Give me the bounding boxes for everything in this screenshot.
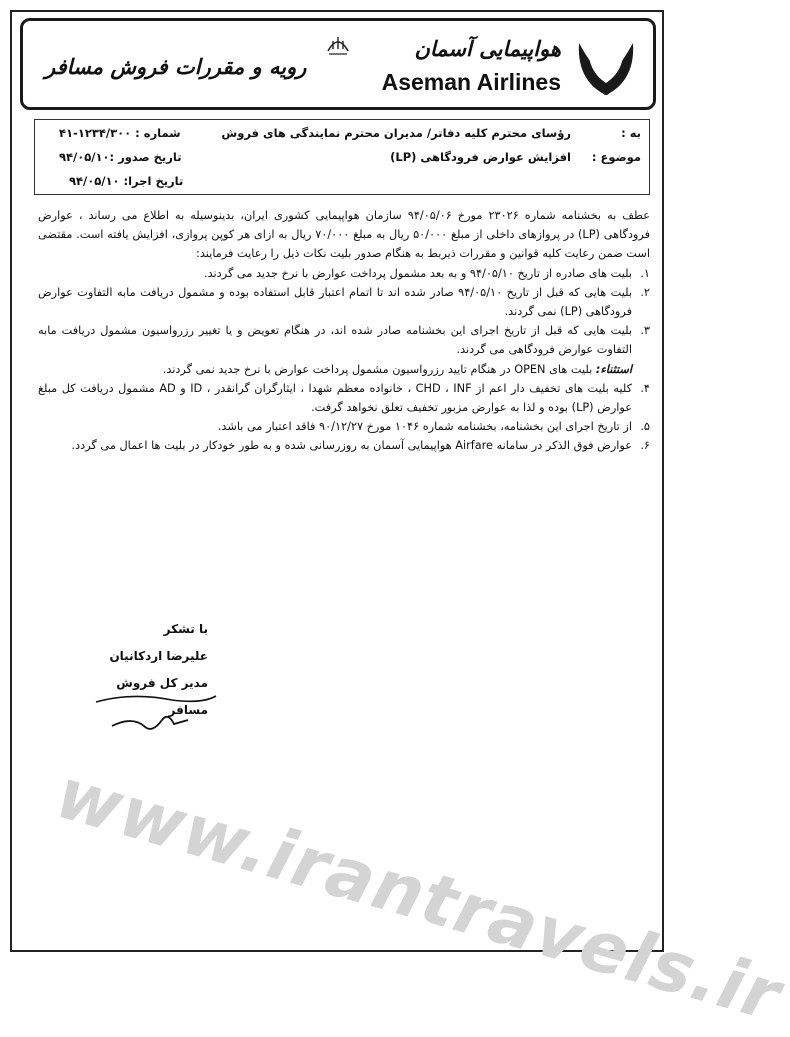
airline-logo xyxy=(381,33,641,103)
letter-body xyxy=(38,206,650,456)
item-text: عوارض فوق الذکر در سامانه Airfare هواپیمایی آسمان به روزرسانی شده و به طور خودکار در بلیت ها اعمال می گردد. xyxy=(71,439,632,453)
seal-icon xyxy=(323,29,353,59)
effective-date: تاریخ اجرا: ۹۴/۰۵/۱۰ xyxy=(69,174,184,188)
item-text: بلیت هایی که قبل از تاریخ اجرای این بخشنامه صادر شده اند، در هنگام تعویض و یا تغییر رزرواسیون مشمول دریافت مابه التفاوت عوارض فرودگاهی می گردند. xyxy=(38,324,632,357)
intro-paragraph: عطف به بخشنامه شماره ۲۳۰۲۶ مورخ ۹۴/۰۵/۰۶ سازمان هواپیمایی کشوری ایران، بدینوسیله به اطلاع می رساند ، عوارض فرودگاهی (LP) در پروازهای داخلی از مبلغ ۵۰/۰۰۰ ریال به مبلغ ۷۰/۰۰۰ ریال به ازای هر کوپن پروازی، افزایش یافته است. مقتضی است ضمن رعایت کلیه قوانین و مقررات ذیربط به هنگام صدور بلیت نکات ذیل را رعایت فرمایند: xyxy=(38,209,651,261)
subject-label: موضوع : xyxy=(591,150,641,164)
issue-date: تاریخ صدور :۹۴/۰۵/۱۰ xyxy=(59,150,182,164)
closing-text: با تشکر xyxy=(163,622,208,636)
provisions-list-continued xyxy=(38,379,650,456)
subject-box xyxy=(34,119,650,195)
item-number: ۱. xyxy=(640,266,650,280)
item-number: ۲. xyxy=(640,285,650,299)
item-number: ۶. xyxy=(640,439,650,453)
item-number: ۴. xyxy=(640,381,650,395)
wings-logo-icon xyxy=(571,33,641,103)
item-text: بلیت های صادره از تاریخ ۹۴/۰۵/۱۰ و به بعد مشمول پرداخت عوارض با نرخ جدید می گردند. xyxy=(204,266,632,280)
exception-text: بلیت های OPEN در هنگام تایید رزرواسیون مشمول پرداخت عوارض با نرخ جدید نمی گردند. xyxy=(162,362,593,376)
airline-name-fa: هواپیمایی آسمان xyxy=(414,37,561,61)
item-number: ۵. xyxy=(640,420,650,434)
provisions-list xyxy=(38,264,650,360)
to-value: رؤسای محترم کلیه دفاتر/ مدیران محترم نمایندگی های فروش xyxy=(221,126,571,140)
list-item xyxy=(38,321,650,359)
to-label: به : xyxy=(621,126,641,140)
item-text: از تاریخ اجرای این بخشنامه، بخشنامه شماره ۱۰۴۶ مورخ ۹۰/۱۲/۲۷ فاقد اعتبار می باشد. xyxy=(217,420,632,434)
list-item xyxy=(38,436,650,455)
letter-number: شماره : ۱۲۳۴/۳۰۰-۴۱ xyxy=(59,126,181,140)
watermark-text: www.irantravels.ir xyxy=(47,752,790,1037)
list-item xyxy=(38,379,650,417)
signer-name: علیرضا اردکانیان xyxy=(109,649,208,663)
list-item xyxy=(38,283,650,321)
list-item xyxy=(38,264,650,283)
item-number: ۳. xyxy=(640,324,650,338)
subject-value: افزایش عوارض فرودگاهی (LP) xyxy=(390,150,571,164)
item-text: کلیه بلیت های تخفیف دار اعم از CHD ، INF ، خانواده معظم شهدا ، ایثارگران گرانقدر ، ID و AD مشمول دریافت کل مبلغ عوارض (LP) بوده و لذا به عوارض مزبور تخفیف تعلق نخواهد گرفت. xyxy=(38,381,632,415)
exception-label: استثناء: xyxy=(595,362,632,376)
signer-title: مدیر کل فروش مسافر xyxy=(116,676,208,717)
list-item xyxy=(38,417,650,436)
airline-name-en: Aseman Airlines xyxy=(381,69,561,95)
letterhead xyxy=(20,18,656,110)
handwritten-signature xyxy=(92,690,222,740)
exception-note xyxy=(38,360,650,379)
department-title: رویه و مقررات فروش مسافر xyxy=(45,55,307,79)
item-text: بلیت هایی که قبل از تاریخ ۹۴/۰۵/۱۰ صادر شده اند تا اتمام اعتبار قابل استفاده بوده و مشمول دریافت مابه التفاوت عوارض فرودگاهی (LP) نمی گردند. xyxy=(38,285,632,319)
